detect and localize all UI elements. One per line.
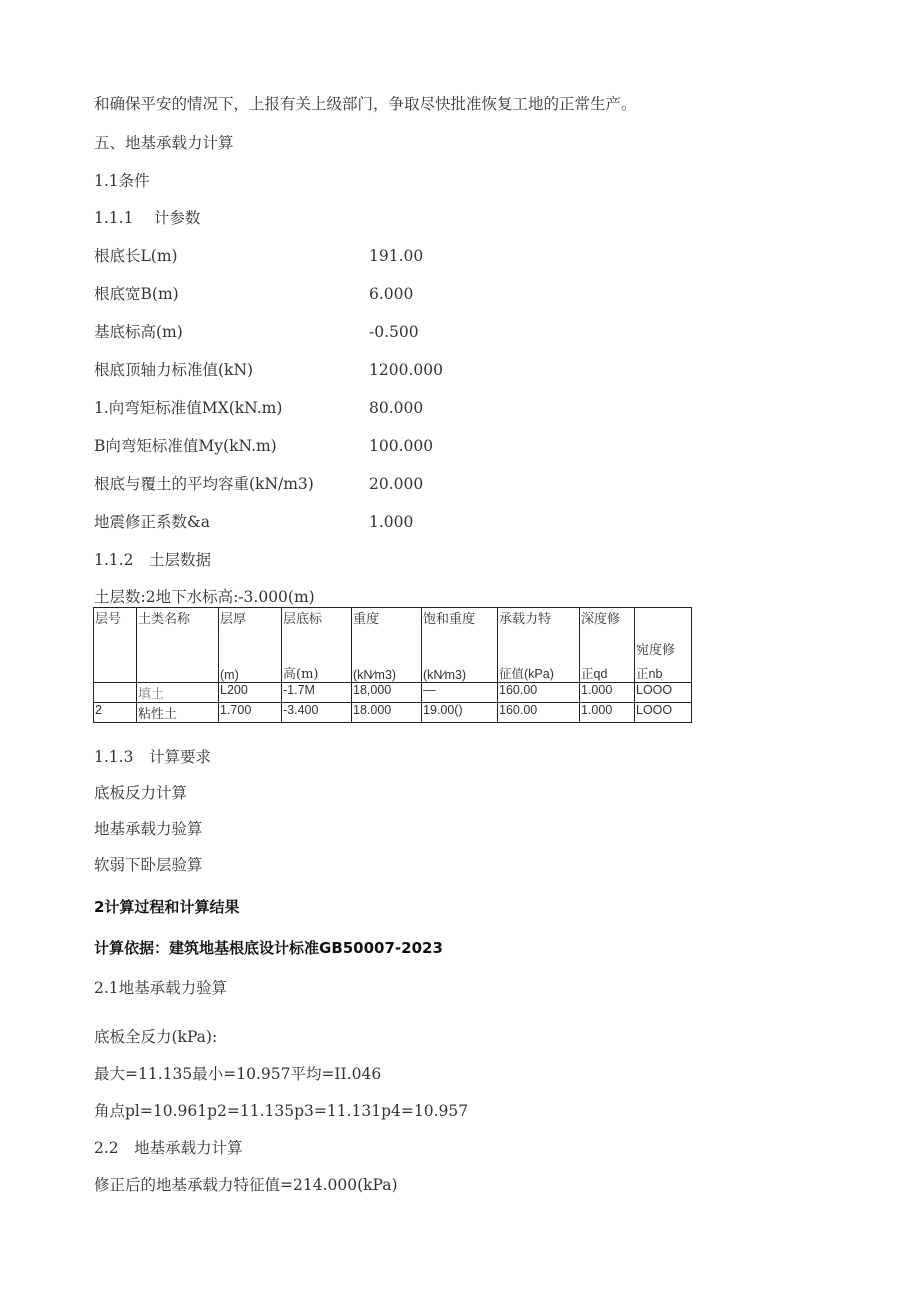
table-row [94,683,692,703]
table-cell: 1.700 [219,703,282,723]
table-cell: 18.000 [352,703,422,723]
param-value: 6.000 [369,285,414,303]
requirement-item: 底板反力计算 [94,784,188,802]
reaction-stats: 最大=11.135最小=10.957平均=II.046 [94,1065,382,1083]
intro-line: 和确保平安的情况下，上报有关上级部门，争取尽快批准恢复工地的正常生产。 [94,95,637,113]
table-cell: -3.400 [282,703,352,723]
header-cell: 深度修 正qd [580,608,635,683]
param-value: 100.000 [369,437,434,455]
table-cell: 1.000 [580,683,635,703]
param-label: 地震修正系数&a [94,513,211,531]
table-cell: L200 [219,683,282,703]
corner-pressures: 角点pl=10.961p2=11.135p3=11.131p4=10.957 [94,1102,469,1120]
table-cell: 填土 [137,683,219,703]
param-value: 80.000 [369,399,424,417]
heading-2-2: 2.2 地基承载力计算 [94,1139,243,1157]
table-cell: 160.00 [498,683,580,703]
reaction-title: 底板全反力(kPa): [94,1028,218,1046]
header-cell: 重度 (kN∕m3) [352,608,422,683]
header-cell: 宛度修 正nb [635,608,692,683]
table-cell: 2 [94,703,137,723]
calculation-basis: 计算依据：建筑地基根底设计标准GB50007-2023 [94,939,443,957]
soil-table [93,607,692,723]
table-cell [94,683,137,703]
table-cell: LOOO [635,683,692,703]
soil-summary: 土层数:2地下水标高:-3.000(m) [94,588,315,606]
table-cell: 1.000 [580,703,635,723]
param-label: 1.向弯矩标准值MX(kN.m) [94,399,283,417]
param-value: 191.00 [369,247,424,265]
section2-title: 2计算过程和计算结果 [94,898,240,916]
section5-title: 五、地基承载力计算 [94,134,234,152]
table-cell: LOOO [635,703,692,723]
param-label: 根底宽B(m) [94,285,179,303]
param-label: 根底顶轴力标准值(kN) [94,361,254,379]
corrected-bearing-capacity: 修正后的地基承载力特征值=214.000(kPa) [94,1176,398,1194]
heading-1-1-1: 1.1.1 计参数 [94,209,201,227]
table-cell: 粘性土 [137,703,219,723]
param-value: -0.500 [369,323,419,341]
table-cell: 160.00 [498,703,580,723]
param-label: 基底标高(m) [94,323,183,341]
header-cell: 饱和重度 (kN∕m3) [422,608,498,683]
table-cell: 18,000 [352,683,422,703]
table-row [94,703,692,723]
header-cell: 层底标 高(m) [282,608,352,683]
heading-1-1: 1.1条件 [94,172,150,190]
header-cell: 土类名称 [137,608,219,683]
heading-2-1: 2.1地基承载力验算 [94,979,228,997]
table-cell: -1.7M [282,683,352,703]
heading-1-1-3: 1.1.3 计算要求 [94,748,211,766]
header-cell: 层厚 (m) [219,608,282,683]
requirement-item: 地基承载力验算 [94,820,203,838]
param-label: B向弯矩标准值My(kN.m) [94,437,277,455]
requirement-item: 软弱下卧层验算 [94,856,203,874]
param-value: 20.000 [369,475,424,493]
header-cell: 层号 [94,608,137,683]
heading-1-1-2: 1.1.2 土层数据 [94,551,211,569]
param-value: 1.000 [369,513,414,531]
param-value: 1200.000 [369,361,443,379]
param-label: 根底长L(m) [94,247,178,265]
table-cell: 19.00() [422,703,498,723]
param-label: 根底与覆土的平均容重(kN/m3) [94,475,314,493]
header-cell: 承载力特 征值(kPa) [498,608,580,683]
table-cell: — [422,683,498,703]
table-header-row [94,608,692,683]
